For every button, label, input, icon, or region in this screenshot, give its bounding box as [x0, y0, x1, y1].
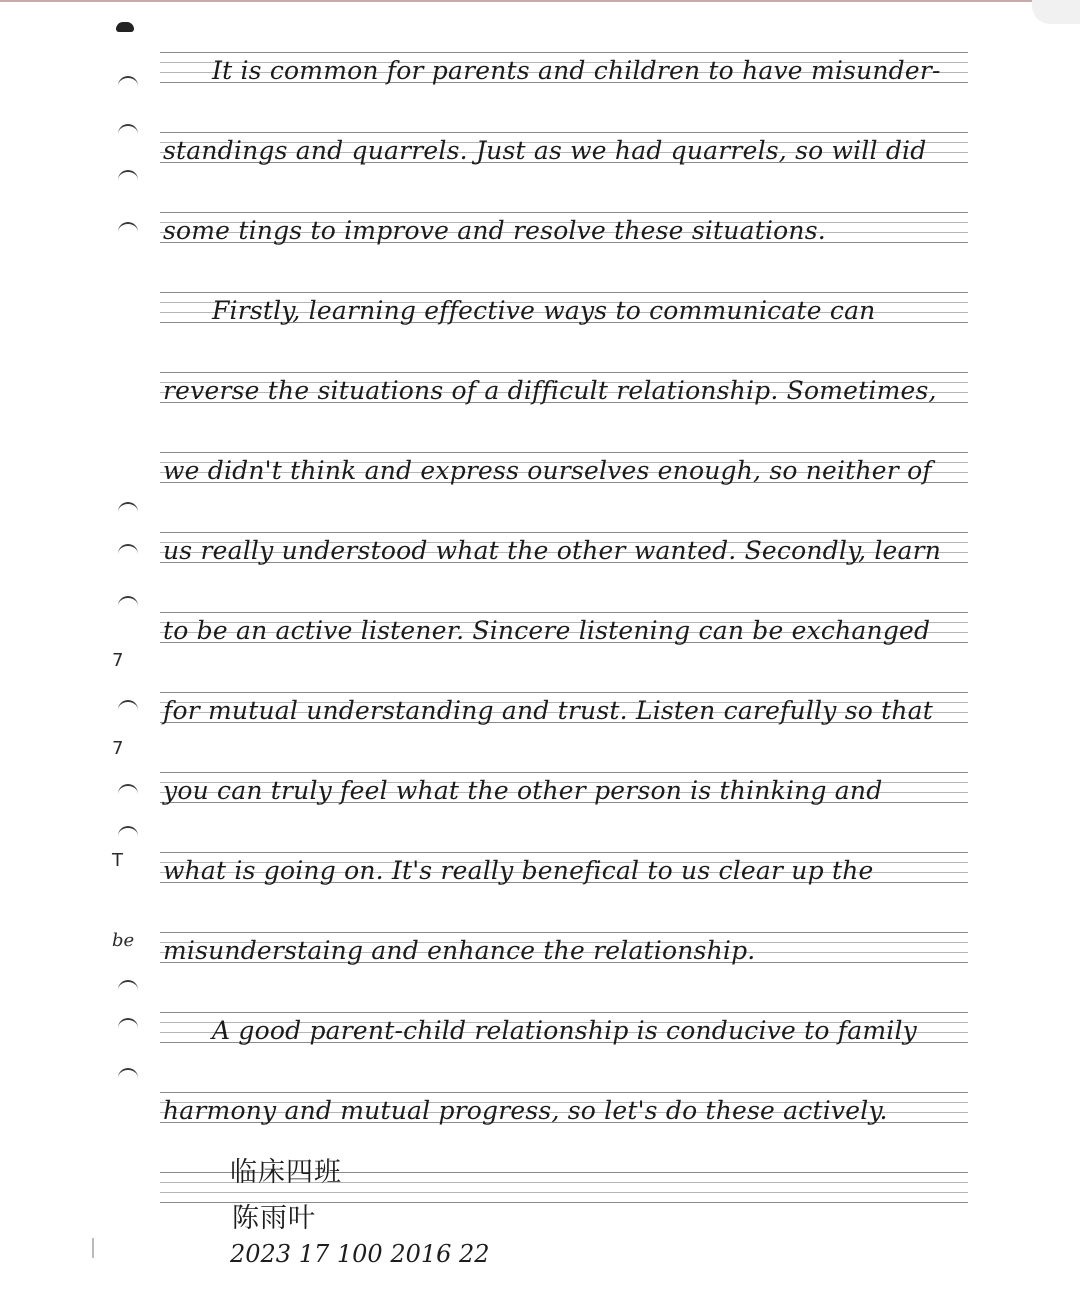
margin-arc-mark [118, 784, 138, 798]
margin-arc-mark [118, 700, 138, 714]
margin-arc-mark [118, 1018, 138, 1032]
essay-line: some tings to improve and resolve these situations. [163, 216, 826, 245]
margin-arc-mark [118, 170, 138, 184]
essay-line: misunderstaing and enhance the relationship. [163, 936, 756, 965]
essay-line: A good parent-child relationship is conducive to family [212, 1016, 917, 1045]
margin-ink-mark [116, 22, 134, 32]
student-id: 2023 17 100 2016 22 [230, 1240, 490, 1268]
essay-line: you can truly feel what the other person is thinking and [163, 776, 883, 805]
scroll-indicator [92, 1238, 94, 1258]
essay-line: Firstly, learning effective ways to communicate can [212, 296, 876, 325]
essay-line: to be an active listener. Sincere listening can be exchanged [163, 616, 931, 645]
margin-arc-mark [118, 826, 138, 840]
margin-correction-mark: be [112, 930, 135, 951]
margin-arc-mark [118, 980, 138, 994]
student-name: 陈雨叶 [232, 1203, 316, 1234]
essay-line: what is going on. It's really benefical to us clear up the [163, 856, 874, 885]
essay-line: for mutual understanding and trust. Listen carefully so that [163, 696, 934, 725]
margin-arc-mark [118, 596, 138, 610]
essay-line: reverse the situations of a difficult relationship. Sometimes, [163, 376, 937, 405]
margin-correction-mark: 7 [112, 650, 124, 671]
essay-line: standings and quarrels. Just as we had quarrels, so will did [163, 136, 927, 165]
margin-arc-mark [118, 544, 138, 558]
margin-arc-mark [118, 1068, 138, 1082]
essay-line: us really understood what the other wanted. Secondly, learn [163, 536, 942, 565]
class-name: 临床四班 [230, 1157, 342, 1188]
margin-correction-mark: T [112, 850, 123, 871]
margin-arc-mark [118, 124, 138, 138]
margin-correction-mark: 7 [112, 738, 124, 759]
essay-line: It is common for parents and children to have misunder- [212, 56, 941, 85]
margin-arc-mark [118, 502, 138, 516]
margin-arc-mark [118, 76, 138, 90]
margin-arc-mark [118, 222, 138, 236]
essay-line: we didn't think and express ourselves enough, so neither of [163, 456, 932, 485]
essay-line: harmony and mutual progress, so let's do these actively. [163, 1096, 888, 1125]
